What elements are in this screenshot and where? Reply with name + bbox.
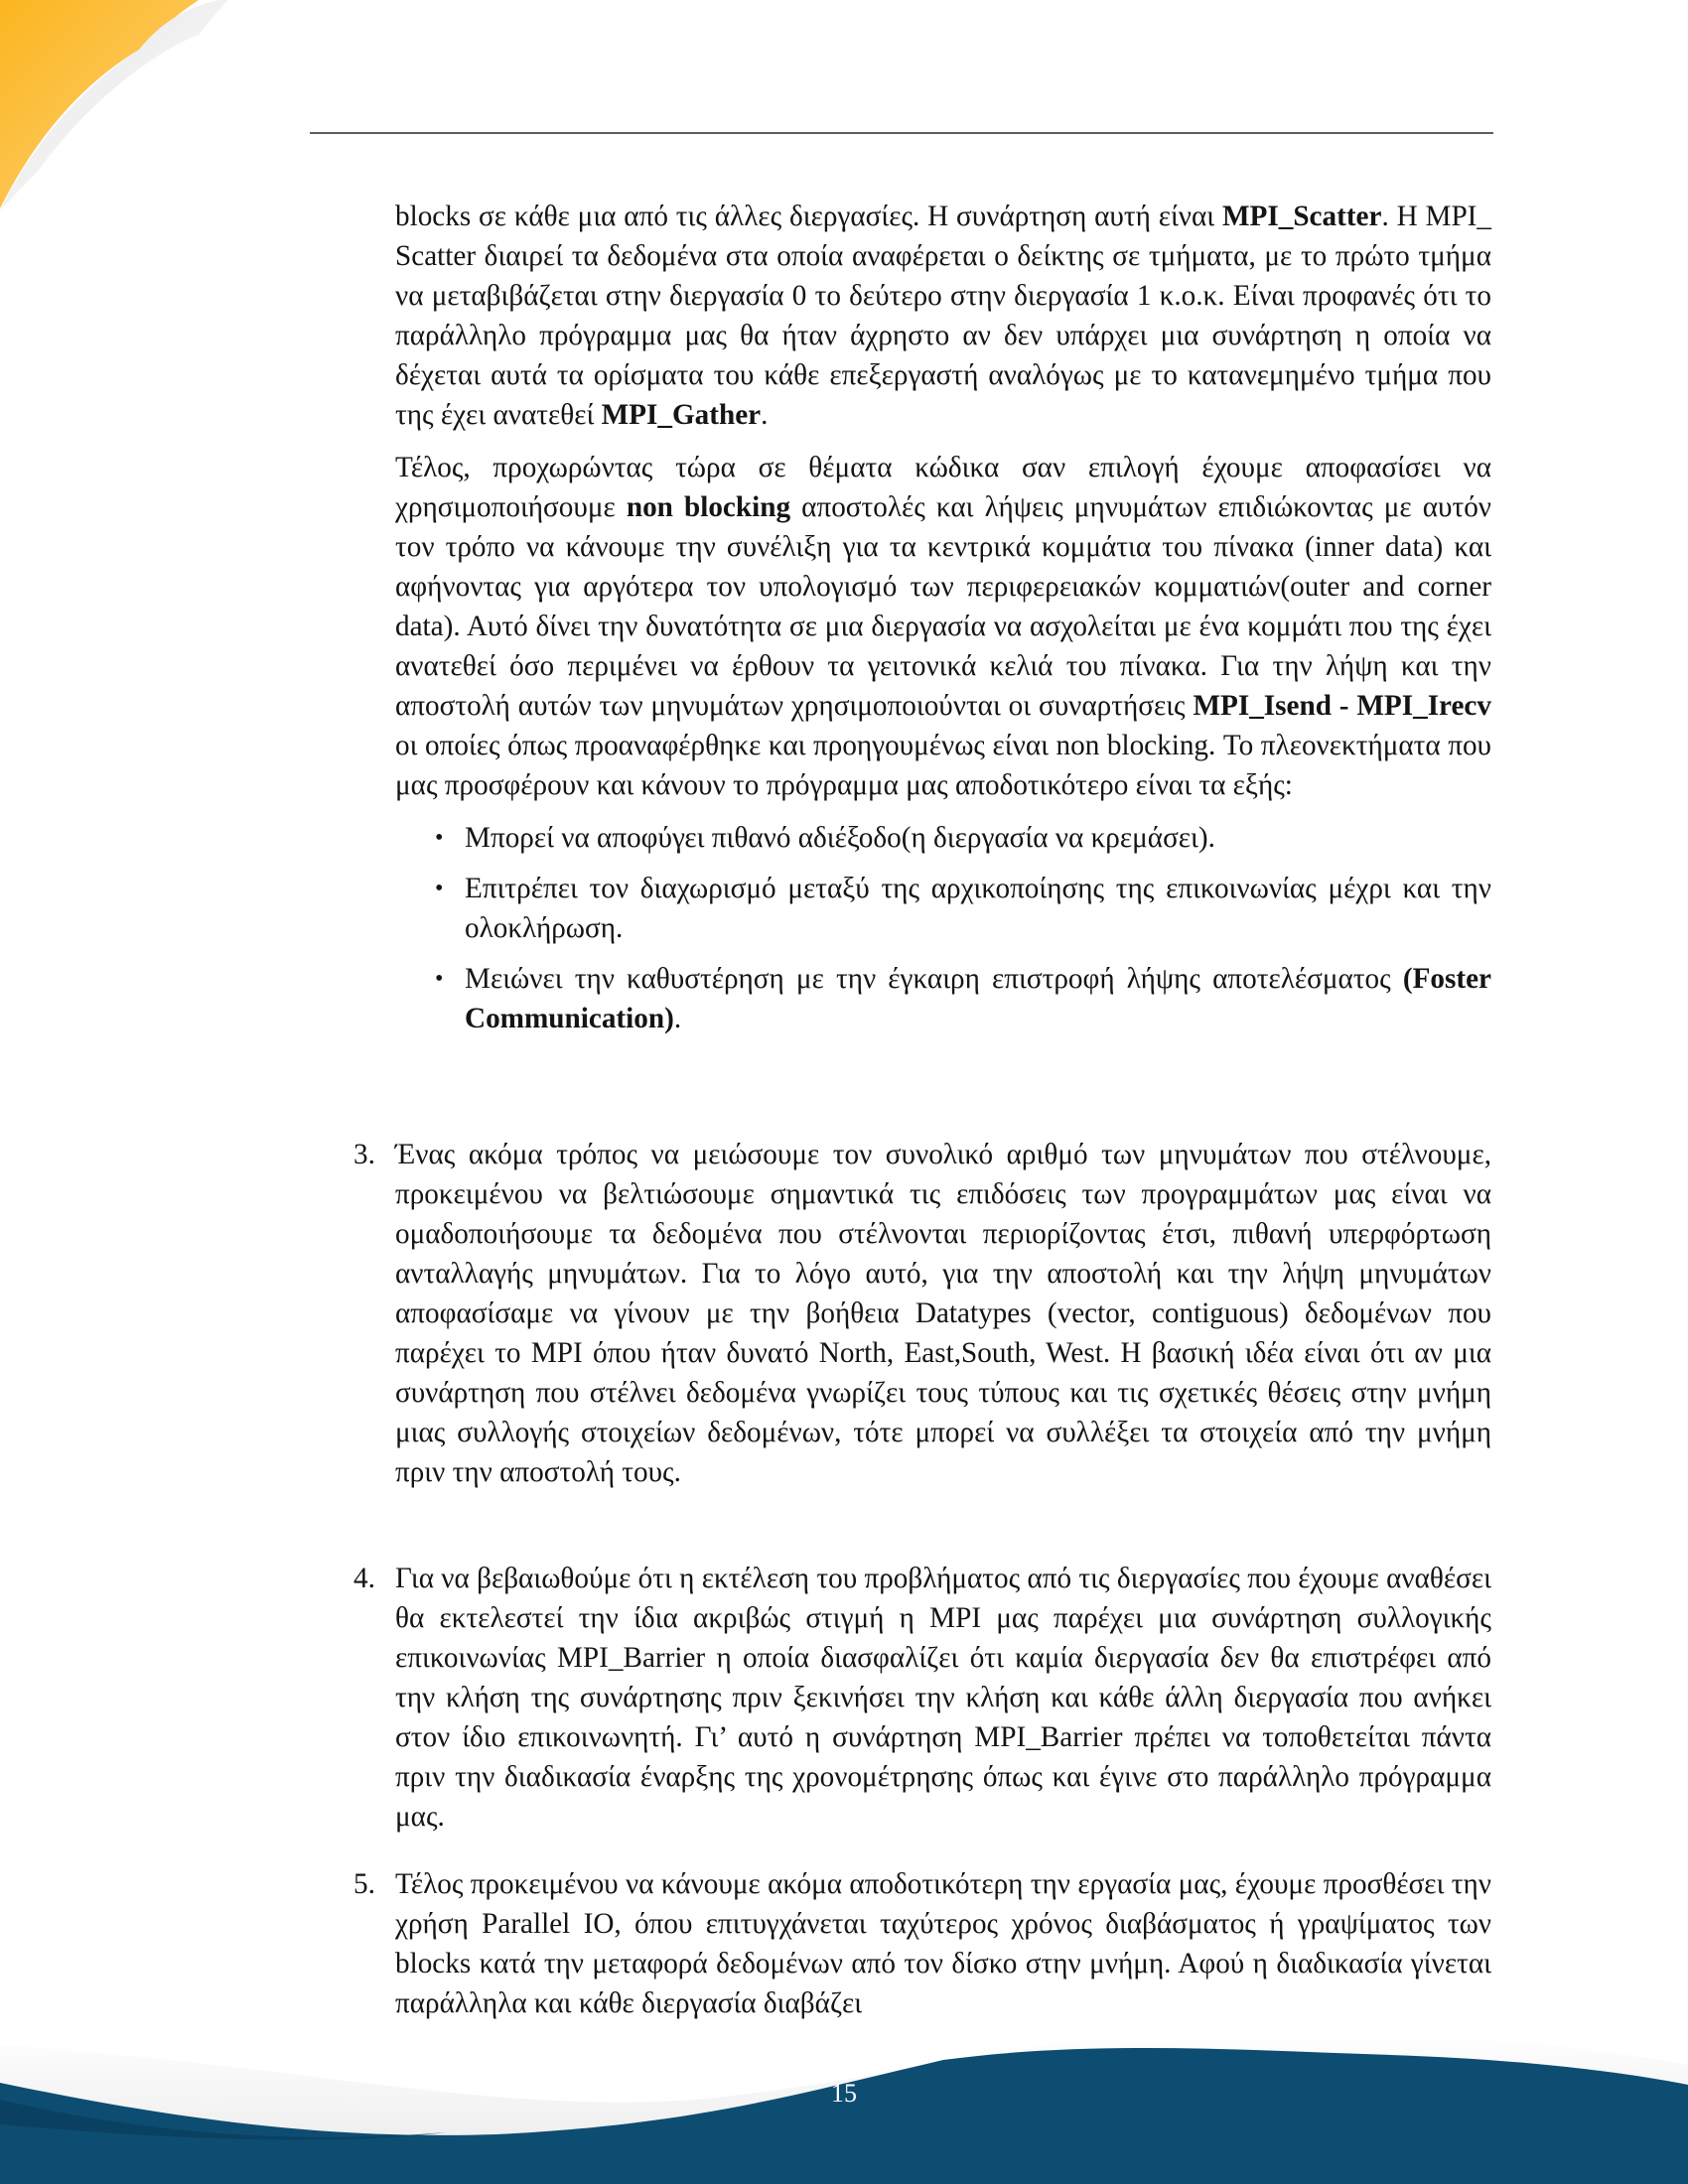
bullet-icon: • [435, 966, 444, 992]
page-number: 15 [831, 2079, 857, 2108]
paragraph-scatter-gather [395, 197, 1491, 435]
text: Τέλος, προχωρώντας τώρα σε θέματα κώδικα σαν επιλογή έχουμε αποφασίσει να χρησιμοποιήσουμε [395, 452, 1491, 523]
numbered-item-5 [353, 1864, 1491, 2023]
text: Μειώνει την καθυστέρηση με την έγκαιρη επιστροφή λήψης αποτελέσματος [465, 963, 1403, 995]
text: Τέλος προκειμένου να κάνουμε ακόμα αποδοτικότερη την εργασία μας, έχουμε προσθέσει την χρήση Parallel IO, όπου επιτυγχάνεται ταχύτερος χρόνος διαβάσματος ή γραψίματος των blocks κατά την μεταφορά δεδομένων από τον δίσκο στην μνήμη. Αφού η διαδικασία γίνεται παράλληλα και κάθε διεργασία διαβάζει [395, 1868, 1491, 2019]
bullet-icon: • [435, 825, 444, 851]
text: . [761, 399, 769, 431]
text: . Η MPI_ Scatter διαιρεί τα δεδομένα στα οποία αναφέρεται ο δείκτης σε τμήματα, με το πρώτο τμήμα να μεταβιβάζεται στην διεργασία 0 το δεύτερο στην διεργασία 1 κ.ο.κ. Είναι προφανές ότι το παράλληλο πρόγραμμα μας θα ήταν άχρηστο αν δεν υπάρχει μια συνάρτηση η οποία να δέχεται αυτά τα ορίσματα του κάθε επεξεργαστή αναλόγως με το κατανεμημένο τμήμα που της έχει ανατεθεί [395, 201, 1491, 431]
header-rule [310, 132, 1493, 134]
numbered-item-4 [353, 1559, 1491, 1837]
text: Επιτρέπει τον διαχωρισμό μεταξύ της αρχικοποίησης της επικοινωνίας μέχρι και την ολοκλήρωση. [465, 873, 1491, 944]
list-item [353, 1864, 1491, 2023]
advantages-list [395, 818, 1491, 1038]
bold-term-mpi-isend-irecv: MPI_Isend - MPI_Irecv [1193, 690, 1491, 722]
item-number: 4. [353, 1563, 375, 1594]
document-body [395, 197, 1491, 1049]
bold-term-non-blocking: non blocking [626, 491, 791, 523]
text: . [673, 1003, 682, 1034]
bold-term-foster-communication: (Foster Communication) [465, 963, 1491, 1034]
text: οι οποίες όπως προαναφέρθηκε και προηγουμένως είναι non blocking. Το πλεονεκτήματα που μας προσφέρουν και κάνουν το πρόγραμμα μας αποδοτικότερο είναι τα εξής: [395, 730, 1491, 801]
paragraph-non-blocking [395, 448, 1491, 805]
bold-term-mpi-gather: MPI_Gather [601, 399, 762, 431]
text: Μπορεί να αποφύγει πιθανό αδιέξοδο(η διεργασία να κρεμάσει). [465, 822, 1215, 854]
numbered-item-3 [353, 1135, 1491, 1492]
text: Για να βεβαιωθούμε ότι η εκτέλεση του προβλήματος από τις διεργασίες που έχουμε αναθέσει θα εκτελεστεί την ίδια ακριβώς στιγμή η MPI μας παρέχει μια συνάρτηση συλλογικής επικοινωνίας MPI_Barrier η οποία διασφαλίζει ότι καμία διεργασία δεν θα επιστρέφει από την κλήση της συνάρτησης πριν ξεκινήσει την κλήση και κάθε άλλη διεργασία που ανήκει στον ίδιο επικοινωνητή. Γι’ αυτό η συνάρτηση MPI_Barrier πρέπει να τοποθετείται πάντα πριν την διαδικασία έναρξης της χρονομέτρησης όπως και έγινε στο παράλληλο πρόγραμμα μας. [395, 1563, 1491, 1833]
item-number: 3. [353, 1139, 375, 1170]
page-curl-corner-decoration [0, 0, 238, 218]
list-item [353, 1135, 1491, 1492]
list-item [353, 1559, 1491, 1837]
text: Ένας ακόμα τρόπος να μειώσουμε τον συνολικό αριθμό των μηνυμάτων που στέλνουμε, προκειμένου να βελτιώσουμε σημαντικά τις επιδόσεις των προγραμμάτων μας είναι να ομαδοποιήσουμε τα δεδομένα που στέλνονται περιορίζοντας έτσι, πιθανή υπερφόρτωση ανταλλαγής μηνυμάτων. Για το λόγο αυτό, για την αποστολή και την λήψη μηνυμάτων αποφασίσαμε να γίνουν με την βοήθεια Datatypes (vector, contiguous) δεδομένων που παρέχει το MPI όπου ήταν δυνατό North, East,South, West. Η βασική ιδέα είναι ότι αν μια συνάρτηση που στέλνει δεδομένα γνωρίζει τους τύπους και τις σχετικές θέσεις στην μνήμη μιας συλλογής στοιχείων δεδομένων, τότε μπορεί να συλλέξει τα στοιχεία από την μνήμη πριν την αποστολή τους. [395, 1139, 1491, 1488]
text: blocks σε κάθε μια από τις άλλες διεργασίες. Η συνάρτηση αυτή είναι [395, 201, 1222, 232]
bold-term-mpi-scatter: MPI_Scatter [1221, 201, 1382, 232]
text: αποστολές και λήψεις μηνυμάτων επιδιώκοντας με αυτόν τον τρόπο να κάνουμε την συνέλιξη για τα κεντρικά κομμάτια του πίνακα (inner data) και αφήνοντας για αργότερα τον υπολογισμό των περιφερειακών κομματιών(outer and corner data). Αυτό δίνει την δυνατότητα σε μια διεργασία να ασχολείται με ένα κομμάτι που της έχει ανατεθεί όσο περιμένει να έρθουν τα γειτονικά κελιά του πίνακα. Για την λήψη και την αποστολή αυτών των μηνυμάτων χρησιμοποιούνται οι συναρτήσεις [395, 491, 1491, 722]
list-item [435, 869, 1491, 948]
item-number: 5. [353, 1868, 375, 1900]
bullet-icon: • [435, 876, 444, 901]
list-item [435, 818, 1491, 858]
list-item [435, 959, 1491, 1038]
